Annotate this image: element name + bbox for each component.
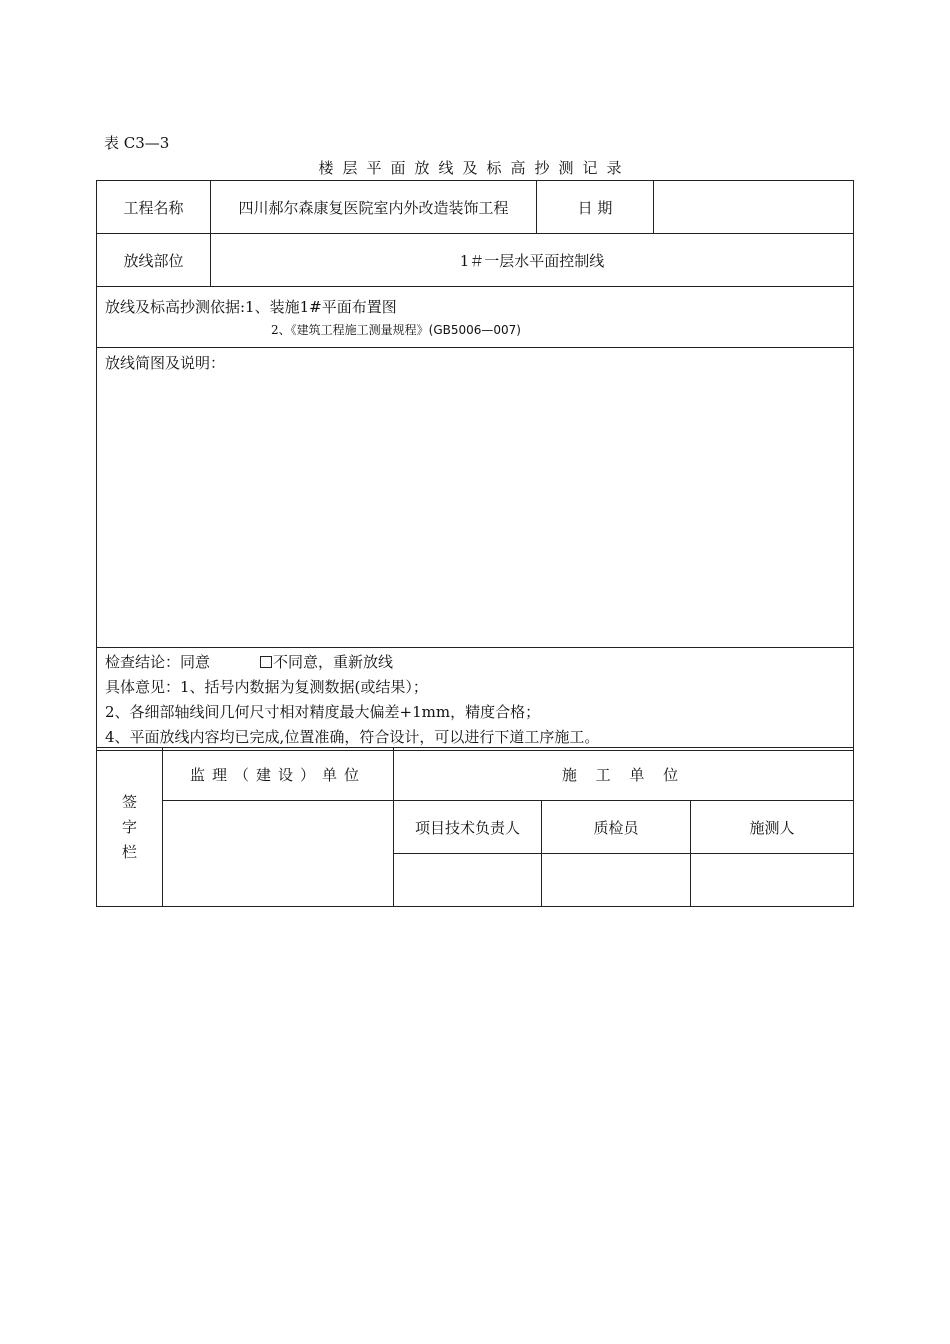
basis-line-2-prefix: 2、《建筑工程施工测量规程》 [271,323,429,337]
conclusion-line-3: 2、各细部轴线间几何尺寸相对精度最大偏差+1mm，精度合格； [105,703,541,721]
surveyor-signature-field [691,854,854,907]
date-label: 日 期 [537,181,654,234]
signature-char-3: 栏 [121,842,137,861]
conclusion-disagree: 不同意，重新放线 [273,653,394,671]
location-value: 1＃一层水平面控制线 [211,234,854,287]
conclusion-line-2: 具体意见：1、括号内数据为复测数据(或结果）； [105,678,428,696]
signature-char-2: 字 [121,817,137,836]
conclusion-agree: 检查结论：同意 [105,653,211,671]
basis-line-1: 放线及标高抄测依据:1、装施1#平面布置图 [105,298,397,316]
form-code: 表 C3—3 [104,134,170,152]
conclusion-line-1 [105,650,853,675]
conclusion-cell [97,648,854,751]
signature-char-1: 签 [121,792,137,811]
basis-line-2 [105,321,853,338]
date-value [654,181,854,234]
project-name-value: 四川郝尔森康复医院室内外改造装饰工程 [211,181,537,234]
record-table [96,180,854,751]
signature-table [96,747,854,907]
conclusion-line-4: 4、平面放线内容均已完成,位置准确，符合设计，可以进行下道工序施工。 [105,728,600,746]
supervision-unit-header: 监理（建设）单位 [163,748,394,801]
tech-lead-signature-field [394,854,542,907]
tech-lead-header: 项目技术负责人 [394,801,542,854]
project-name-label: 工程名称 [97,181,211,234]
sketch-cell [97,348,854,648]
signature-column-label [97,748,163,907]
supervision-signature-field [163,801,394,907]
basis-line-2-code: (GB5006—007) [428,323,521,337]
construction-unit-header: 施 工 单 位 [394,748,854,801]
basis-cell [97,287,854,348]
sketch-label: 放线简图及说明： [105,354,226,372]
form-title: 楼层平面放线及标高抄测记录 [318,159,631,177]
inspector-signature-field [542,854,691,907]
surveyor-header: 施测人 [691,801,854,854]
checkbox-icon [260,656,272,668]
inspector-header: 质检员 [542,801,691,854]
location-label: 放线部位 [97,234,211,287]
